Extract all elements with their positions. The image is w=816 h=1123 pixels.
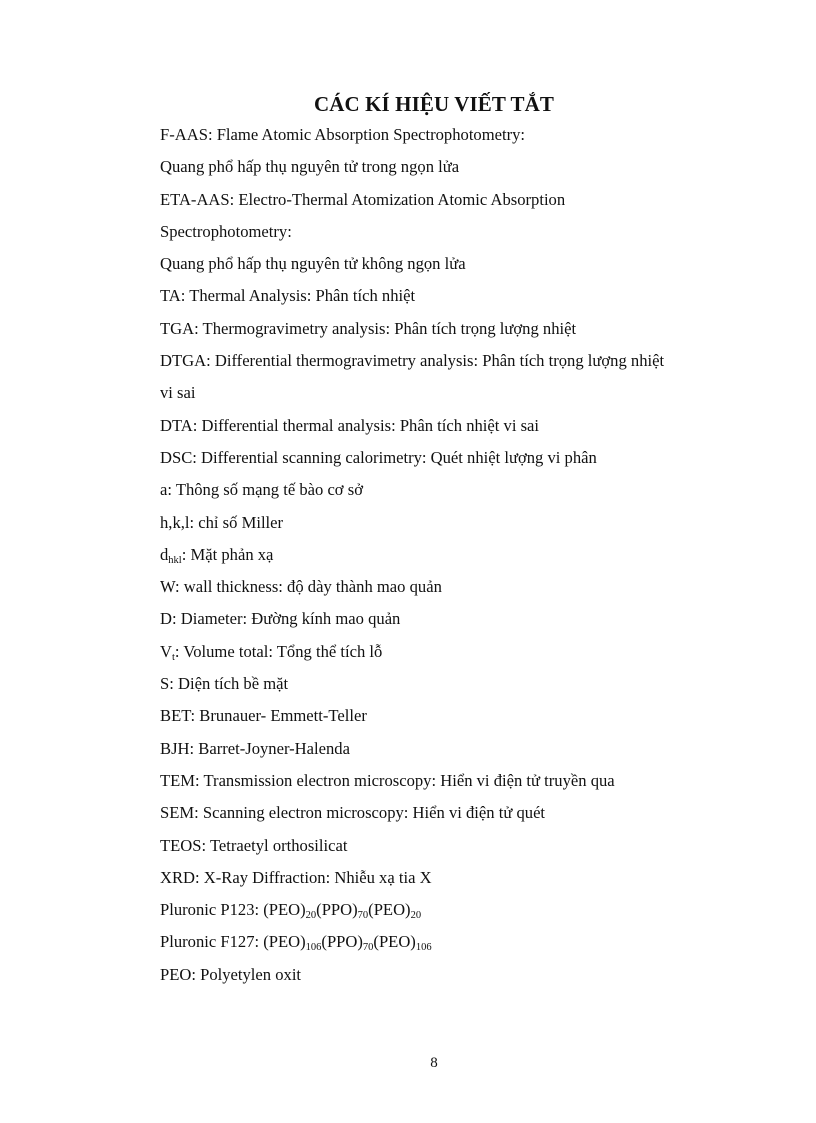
abbreviation-line: ETA-AAS: Electro-Thermal Atomization Atomic Absorption	[160, 189, 566, 209]
abbreviation-line: h,k,l: chỉ số Miller	[160, 512, 284, 532]
abbreviation-line: TEOS: Tetraetyl orthosilicat	[160, 835, 348, 855]
abbreviation-line: F-AAS: Flame Atomic Absorption Spectrophotometry:	[160, 125, 526, 144]
symbol-subscript: hkl	[168, 554, 182, 566]
abbreviation-line: DSC: Differential scanning calorimetry: Quét nhiệt lượng vi phân	[160, 447, 597, 467]
abbreviation-line	[160, 636, 720, 668]
abbreviation-line: a: Thông số mạng tế bào cơ sở	[160, 480, 363, 500]
abbreviation-line: BET: Brunauer- Emmett-Teller	[160, 706, 367, 726]
abbreviation-line: S: Diện tích bề mặt	[160, 674, 289, 694]
abbreviation-line: Quang phổ hấp thụ nguyên tử không ngọn lửa	[160, 254, 466, 274]
abbreviation-line: DTA: Differential thermal analysis: Phân tích nhiệt vi sai	[160, 415, 540, 435]
abbreviation-list	[160, 119, 720, 991]
abbreviation-line: BJH: Barret-Joyner-Halenda	[160, 738, 350, 758]
abbreviation-line: TA: Thermal Analysis: Phân tích nhiệt	[160, 286, 416, 306]
abbreviation-line: vi sai	[160, 383, 196, 403]
symbol-definition: : Volume total: Tổng thể tích lỗ	[174, 641, 383, 661]
formula-subscript: 70	[357, 910, 369, 922]
abbreviation-line: DTGA: Differential thermogravimetry analysis: Phân tích trọng lượng nhiệt	[160, 351, 665, 371]
abbreviation-line	[160, 894, 720, 926]
abbreviation-line: TEM: Transmission electron microscopy: Hiển vi điện tử truyền qua	[160, 770, 615, 790]
abbreviation-line: SEM: Scanning electron microscopy: Hiển vi điện tử quét	[160, 803, 546, 823]
formula-prefix: Pluronic F127:	[160, 932, 264, 952]
symbol-definition: : Mặt phản xạ	[181, 544, 274, 564]
formula-prefix: Pluronic P123:	[160, 900, 264, 920]
formula-subscript: 20	[305, 910, 317, 922]
page-title: CÁC KÍ HIỆU VIẾT TẮT	[313, 92, 555, 116]
symbol-subscript: t	[171, 651, 175, 663]
symbol-base: d	[160, 544, 169, 564]
symbol-base: V	[160, 641, 172, 661]
abbreviation-line: TGA: Thermogravimetry analysis: Phân tích trọng lượng nhiệt	[160, 318, 577, 338]
abbreviation-line: D: Diameter: Đường kính mao quản	[160, 609, 401, 629]
abbreviation-line	[160, 926, 720, 958]
formula-subscript: 20	[410, 910, 422, 922]
abbreviation-line: PEO: Polyetylen oxit	[160, 964, 302, 984]
abbreviation-line: XRD: X-Ray Diffraction: Nhiễu xạ tia X	[160, 867, 432, 887]
abbreviation-line: Spectrophotometry:	[160, 221, 292, 241]
formula-block: (PPO)	[316, 900, 358, 920]
formula-block: (PEO)	[368, 900, 411, 920]
page-number: 8	[430, 1055, 438, 1071]
abbreviation-line: Quang phổ hấp thụ nguyên tử trong ngọn lửa	[160, 157, 460, 177]
formula-subscript: 106	[415, 942, 432, 954]
abbreviation-line	[160, 539, 720, 571]
formula-subscript: 106	[305, 942, 322, 954]
abbreviation-line: W: wall thickness: độ dày thành mao quản	[160, 577, 442, 597]
formula-block: (PEO)	[263, 932, 306, 952]
formula-block: (PEO)	[373, 932, 416, 952]
formula-block: (PPO)	[321, 932, 363, 952]
formula-subscript: 70	[362, 942, 374, 954]
formula-block: (PEO)	[263, 900, 306, 920]
